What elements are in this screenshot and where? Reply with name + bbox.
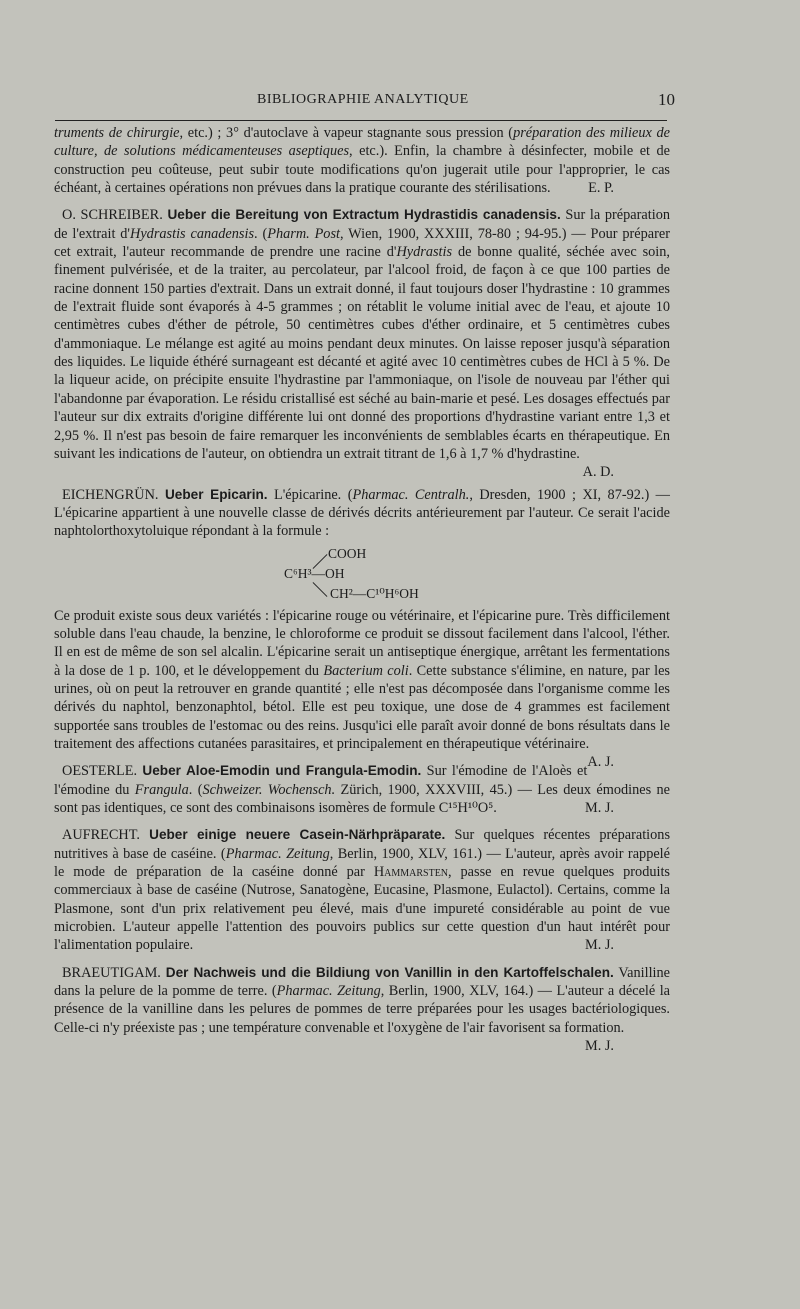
chemical-formula bbox=[54, 543, 670, 605]
entry-eichengrun bbox=[54, 486, 670, 541]
italic-text: Hydrastis canadensis bbox=[130, 225, 255, 242]
entry-aufrecht bbox=[54, 826, 670, 954]
entry-author: AUFRECHT. bbox=[62, 827, 140, 844]
entry-title: Ueber einige neuere Casein-Närhpräparate. bbox=[149, 827, 446, 843]
italic-text: Frangula bbox=[134, 781, 189, 798]
text-run: . ( bbox=[254, 225, 268, 242]
text-run: . ( bbox=[188, 781, 203, 798]
signature: E. P. bbox=[588, 180, 614, 197]
text-run: L'épicarine. ( bbox=[267, 486, 353, 503]
article-body bbox=[54, 124, 670, 1055]
text-run: , Wien, 1900, XXXIII, 78-80 ; 94-95.) — Pour préparer cet extrait, l'auteur recommande de prendre une racine d' bbox=[54, 225, 670, 261]
text-run: Ce produit existe sous deux variétés : l'épicarine rouge ou vétérinaire, et l'épicarine pure. Très difficilement soluble dans l'eau chaude, la benzine, le chloroforme ce produit se dissout facilement dans l'alcool, l'éther. Il en est de même de son sel alcalin. L'épicarine serait un antiseptique énergique, arrêtant les fermentations à la dose de 1 p. 100, et le développement du bbox=[54, 607, 670, 679]
formula-cooh: COOH bbox=[328, 545, 367, 561]
signature: A. D. bbox=[582, 464, 614, 481]
text-run: Sur quelques récentes préparations nutritives à base de caséine. ( bbox=[54, 827, 671, 862]
entry-oesterle bbox=[54, 762, 670, 817]
signature: A. J. bbox=[587, 754, 614, 771]
text-run: Sur l'émodine de l'Aloès et l'émodine du bbox=[54, 763, 588, 798]
signature: M. J. bbox=[585, 937, 614, 954]
running-title: BIBLIOGRAPHIE ANALYTIQUE bbox=[257, 92, 469, 107]
text-run: , passe en revue quelques produits commerciaux à base de caséine (Nutrose, Sanatogène, Eucasine, Plasmone, Eulactol). Certains, comme la Plasmone, sont d'un prix relativement peu élevé, mais d'une impureté considérable au point de vue microbien. L'auteur appelle l'attention des pouvoirs publics sur cette question d'un haut intérêt pour l'alimentation populaire. bbox=[54, 864, 670, 954]
text-run: , Berlin, 1900, XLV, 164.) — L'auteur a décelé la présence de la vanilline dans les pelures de pommes de terre préparées pour les usages bactériologiques. Celle-ci n'y préexiste pas ; une température convenable et l'oxygène de l'air favorisent sa formation. bbox=[54, 983, 671, 1036]
entry-author: O. SCHREIBER. bbox=[62, 207, 163, 224]
text-run: , etc.). Enfin, la chambre à désinfecter, mobile et de construction peu coûteuse, peut subir toute modifications qu'on jugerait utile pour l'approprier, le cas échéant, à certaines opérations non prévues dans la pratique courante des stérilisations. bbox=[54, 143, 671, 197]
italic-text: Pharmac. Zeitung bbox=[225, 845, 330, 862]
italic-text: Schweizer. Wochensch. bbox=[202, 781, 336, 798]
text-run: de bonne qualité, séchée avec soin, finement pulvérisée, et de la traiter, au percolateur, par l'alcool froid, de façon à ce que 100 parties de racine donnent 150 parties d'extrait. Dans un extrait donné, il faut toujours doser l'hydrastine : 10 grammes de l'extrait fluide sont évaporés à 4-5 grammes ; on rétablit le volume initial avec de l'eau, et ajoute 10 centimètres cubes d'éther de pétrole, 50 centimètres cubes d'éther ordinaire, et 5 centimètres cubes d'ammoniaque. Le mélange est agité au moins pendant deux minutes. On laisse reposer jusqu'à séparation des liquides. Le liquide éthéré surnageant est décanté et agité avec 10 centimètres cubes de HCl à 5 %. De la liqueur acide, on précipite ensuite l'hydrastine par l'ammoniaque, on l'isole de nouveau par l'éther qui l'abandonne par évaporation. Le résidu cristallisé est séché au bain-marie et pesé. Les dosages effectués par l'auteur sur dix extraits d'origine différente lui ont donné des proportions d'hydrastine variant entre 1,3 et 2,95 %. Il n'est pas besoin de faire remarquer les inconvénients de semblables écarts en thérapeutique. En suivant les indications de l'auteur, on obtiendra un extrait titrant de 1,6 à 1,7 % d'hydrastine. bbox=[54, 244, 671, 462]
text-run: Zürich, 1900, XXXVIII, 45.) — Les deux émodines ne sont pas identiques, ce sont des combinaisons isomères de formule C¹⁵H¹⁰O⁵. bbox=[54, 781, 670, 816]
text-run: Vanilline dans la pelure de la pomme de terre. ( bbox=[54, 964, 671, 1000]
entry-title: Ueber Epicarin. bbox=[164, 486, 268, 502]
entry-author: BRAEUTIGAM. bbox=[62, 964, 161, 981]
entry-schreiber bbox=[54, 206, 670, 481]
italic-text: Pharmac. Zeitung bbox=[276, 983, 381, 1000]
italic-text: Pharm. Post bbox=[267, 225, 340, 242]
page-number: 10 bbox=[658, 90, 675, 109]
formula-main: C⁶H³—OH bbox=[284, 565, 345, 581]
italic-text: truments de chirurgie bbox=[54, 125, 180, 141]
italic-text: Hydrastis bbox=[396, 244, 453, 261]
italic-text: Pharmac. Centralh. bbox=[352, 486, 470, 503]
signature: M. J. bbox=[585, 800, 614, 816]
entry-title: Der Nachweis und die Bildiung von Vanillin in den Kartoffelschalen. bbox=[165, 964, 614, 980]
italic-text: préparation des milieux de culture, de solutions médicamenteuses aseptiques bbox=[54, 125, 670, 160]
text-run: , Berlin, 1900, XLV, 161.) — L'auteur, après avoir rappelé le mode de préparation de la caséine donné par bbox=[54, 845, 670, 881]
header-rule bbox=[55, 120, 667, 121]
text-run: , Dresden, 1900 ; XI, 87-92.) — L'épicarine appartient à une nouvelle classe de dérivés décrits antérieurement par l'auteur. Ce serait l'acide naphtolorthoxytoluique répondant à la formule : bbox=[54, 486, 670, 540]
formula-chain: CH²—C¹⁰H⁶OH bbox=[330, 585, 419, 601]
entry-title: Ueber die Bereitung von Extractum Hydrastidis canadensis. bbox=[167, 207, 561, 223]
entry-braeutigam bbox=[54, 964, 670, 1056]
formula-bond-down bbox=[313, 582, 328, 597]
small-caps-name: Hammarsten bbox=[373, 864, 449, 881]
text-run: , etc.) ; 3° d'autoclave à vapeur stagnante sous pression ( bbox=[179, 125, 514, 141]
entry-title: Ueber Aloe-Emodin und Frangula-Emodin. bbox=[142, 763, 422, 779]
text-run: Sur la préparation de l'extrait d' bbox=[54, 207, 670, 242]
running-header bbox=[55, 92, 675, 112]
italic-text: Bacterium coli bbox=[323, 662, 409, 679]
entry-author: OESTERLE. bbox=[62, 763, 138, 780]
entry-author: EICHENGRÜN. bbox=[62, 486, 159, 503]
text-run: . Cette substance s'élimine, en nature, par les urines, où on peut la retrouver en grande quantité ; elle n'est pas décomposée dans l'organisme comme les dérivés du naphtol, benzonaphtol, bétol. Elle est peu toxique, une dose de 4 grammes est facilement supportée sans troubles de l'estomac ou des reins. Jusqu'ici elle paraît avoir donné de bons résultats dans le traitement des affections cutanées parasitaires, et principalement en thérapeutique vétérinaire. bbox=[54, 662, 670, 752]
entry-continuation bbox=[54, 124, 670, 197]
signature: M. J. bbox=[585, 1038, 614, 1055]
